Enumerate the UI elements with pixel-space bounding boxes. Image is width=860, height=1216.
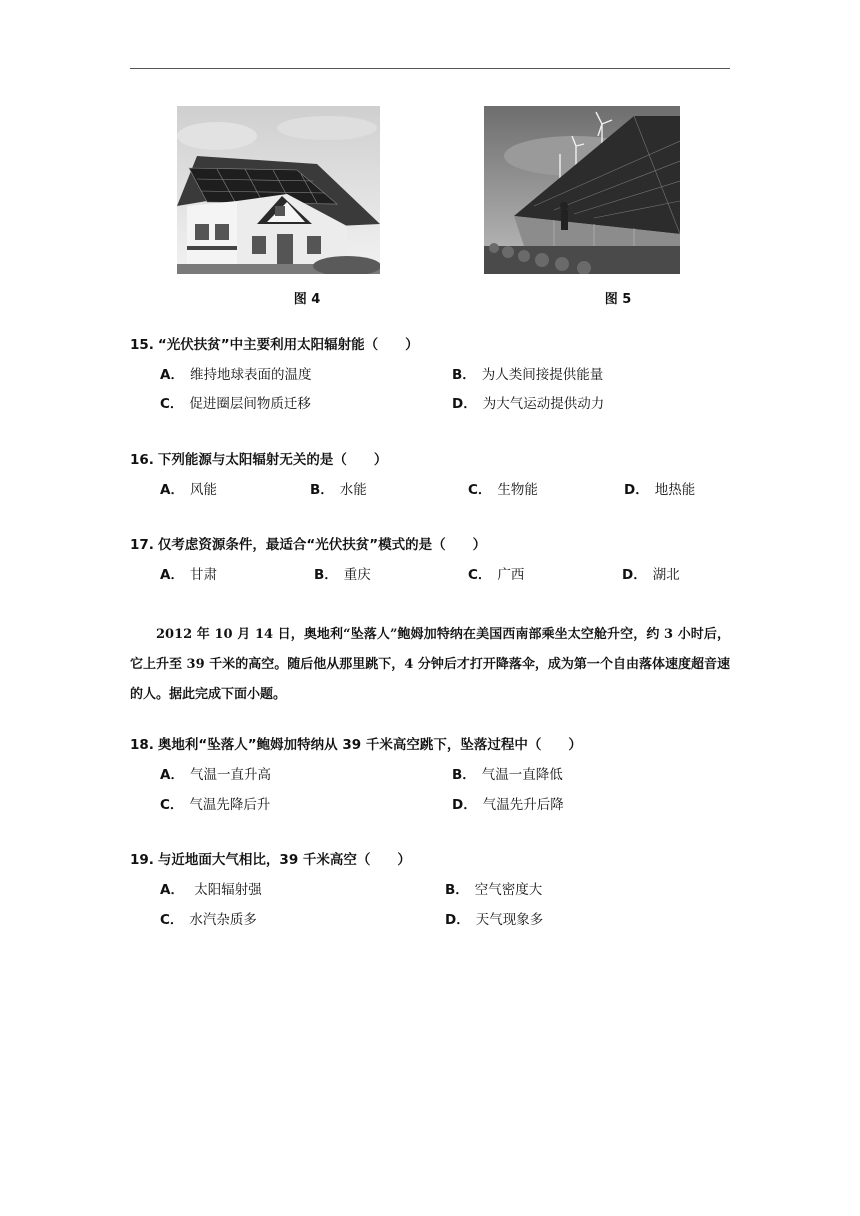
question-18-option-a[interactable] (160, 763, 271, 783)
question-16-option-c[interactable] (468, 478, 538, 498)
option-letter: D． (452, 396, 477, 412)
header-rule (130, 68, 730, 69)
option-text: 气温一直升高 (189, 767, 271, 783)
question-15-option-b[interactable] (452, 363, 603, 383)
option-letter: B． (310, 482, 334, 498)
option-text: 气温先降后升 (189, 797, 271, 813)
question-17-option-c[interactable] (468, 563, 524, 583)
option-text: 气温先升后降 (482, 797, 564, 813)
question-18-option-b[interactable] (452, 763, 563, 783)
option-text: 风能 (189, 482, 217, 498)
figure-4-house-solar-photo (177, 106, 380, 274)
option-text: 气温一直降低 (481, 767, 563, 783)
option-letter: D． (622, 567, 647, 583)
question-text: 与近地面大气相比，39 千米高空（ ） (157, 852, 411, 868)
option-letter: C． (468, 482, 492, 498)
question-16-option-d[interactable] (624, 478, 695, 498)
question-number: 16. (130, 452, 154, 468)
option-letter: A． (160, 767, 184, 783)
option-text: 天气现象多 (475, 912, 544, 928)
option-text: 地热能 (654, 482, 696, 498)
question-17-stem (130, 533, 486, 553)
option-text: 重庆 (343, 567, 371, 583)
question-text: “光伏扶贫”中主要利用太阳辐射能（ ） (157, 337, 419, 353)
question-19-option-d[interactable] (445, 908, 543, 928)
option-letter: A． (160, 367, 184, 383)
question-16-option-b[interactable] (310, 478, 367, 498)
question-number: 17. (130, 537, 154, 553)
option-text: 为人类间接提供能量 (481, 367, 604, 383)
question-18-option-c[interactable] (160, 793, 270, 813)
question-16-stem (130, 448, 387, 468)
figure-4-caption: 图 4 (293, 292, 321, 307)
question-number: 19. (130, 852, 154, 868)
option-letter: C． (468, 567, 492, 583)
reading-passage: 2012 年 10 月 14 日，奥地利“坠落人”鲍姆加特纳在美国西南部乘坐太空舱升空，约 3 小时后，它上升至 39 千米的高空。随后他从那里跳下，4 分钟后才打开降落伞，成为第一个自由落体速度超音速的人。据此完成下面小题。 (130, 627, 730, 702)
question-19-option-c[interactable] (160, 908, 257, 928)
question-17-option-d[interactable] (622, 563, 680, 583)
option-letter: C． (160, 396, 184, 412)
option-letter: A． (160, 882, 184, 898)
option-text: 维持地球表面的温度 (189, 367, 312, 383)
option-text: 甘肃 (189, 567, 217, 583)
question-19-option-a[interactable] (160, 878, 262, 898)
question-15-stem (130, 333, 419, 353)
option-letter: B． (452, 767, 476, 783)
question-text: 奥地利“坠落人”鲍姆加特纳从 39 千米高空跳下，坠落过程中（ ） (157, 737, 582, 753)
question-17-option-a[interactable] (160, 563, 217, 583)
option-text: 空气密度大 (474, 882, 543, 898)
option-letter: D． (445, 912, 470, 928)
figure-5-caption: 图 5 (604, 292, 632, 307)
question-15-option-a[interactable] (160, 363, 311, 383)
option-text: 广西 (497, 567, 525, 583)
option-letter: B． (452, 367, 476, 383)
option-text: 水能 (339, 482, 367, 498)
option-text: 生物能 (497, 482, 538, 498)
option-letter: C． (160, 797, 184, 813)
option-text: 为大气运动提供动力 (482, 396, 605, 412)
question-17-option-b[interactable] (314, 563, 371, 583)
option-letter: D． (624, 482, 649, 498)
option-letter: D． (452, 797, 477, 813)
question-18-option-d[interactable] (452, 793, 564, 813)
option-text: 湖北 (652, 567, 680, 583)
question-number: 15. (130, 337, 154, 353)
option-text: 太阳辐射强 (189, 882, 262, 898)
option-letter: B． (445, 882, 469, 898)
option-letter: A． (160, 567, 184, 583)
question-text: 下列能源与太阳辐射无关的是（ ） (157, 452, 388, 468)
option-text: 促进圈层间物质迁移 (189, 396, 311, 412)
option-text: 水汽杂质多 (189, 912, 257, 928)
question-15-option-c[interactable] (160, 392, 311, 412)
question-19-stem (130, 848, 411, 868)
option-letter: C． (160, 912, 184, 928)
question-18-stem (130, 733, 582, 753)
question-number: 18. (130, 737, 154, 753)
question-16-option-a[interactable] (160, 478, 217, 498)
option-letter: A． (160, 482, 184, 498)
question-15-option-d[interactable] (452, 392, 604, 412)
question-text: 仅考虑资源条件，最适合“光伏扶贫”模式的是（ ） (157, 537, 487, 553)
figure-5-solar-greenhouse-photo (484, 106, 680, 274)
question-19-option-b[interactable] (445, 878, 542, 898)
option-letter: B． (314, 567, 338, 583)
